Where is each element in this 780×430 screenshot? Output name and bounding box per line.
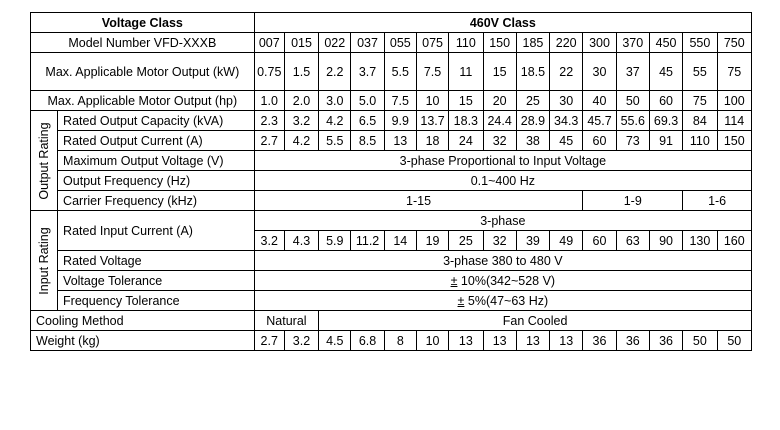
carrier-frequency-row [31,191,752,211]
motor-kw-cell: 11 [449,53,483,91]
weight-cell: 50 [717,331,751,351]
model-number-cell: 110 [449,33,483,53]
carrier-frequency-cell: 1-15 [254,191,583,211]
motor-kw-cell: 75 [717,53,751,91]
plus-minus-symbol: ± [457,293,465,308]
model-number-cell: 022 [319,33,351,53]
output-current-cell: 110 [683,131,717,151]
motor-kw-cell: 1.5 [284,53,318,91]
motor-hp-cell: 30 [550,91,583,111]
model-number-cell: 007 [254,33,284,53]
input-current-label: Rated Input Current (A) [58,211,255,251]
weight-cell: 10 [416,331,448,351]
motor-kw-cell: 2.2 [319,53,351,91]
model-number-cell: 055 [384,33,416,53]
motor-hp-cell: 3.0 [319,91,351,111]
weight-cell: 13 [449,331,483,351]
model-number-cell: 037 [351,33,384,53]
model-number-cell: 220 [550,33,583,53]
model-number-cell: 185 [516,33,549,53]
output-current-cell: 5.5 [319,131,351,151]
motor-kw-cell: 22 [550,53,583,91]
voltage-tolerance-row [31,271,752,291]
model-number-cell: 075 [416,33,448,53]
motor-kw-cell: 37 [616,53,649,91]
weight-cell: 13 [516,331,549,351]
motor-kw-label: Max. Applicable Motor Output (kW) [31,53,255,91]
output-current-cell: 73 [616,131,649,151]
motor-kw-cell: 30 [583,53,616,91]
rated-voltage-value: 3-phase 380 to 480 V [254,251,751,271]
output-current-cell: 24 [449,131,483,151]
weight-cell: 36 [649,331,682,351]
motor-hp-label: Max. Applicable Motor Output (hp) [31,91,255,111]
frequency-tolerance-value: 5%(47~63 Hz) [467,293,549,308]
output-current-cell: 4.2 [284,131,318,151]
output-capacity-cell: 84 [683,111,717,131]
output-capacity-cell: 2.3 [254,111,284,131]
motor-kw-cell: 7.5 [416,53,448,91]
input-current-phase: 3-phase [254,211,751,231]
cooling-method-cell: Natural [254,311,318,331]
weight-cell: 3.2 [284,331,318,351]
output-current-cell: 18 [416,131,448,151]
voltage-class-row [31,13,752,33]
max-output-voltage-row [31,151,752,171]
input-rating-group [31,211,58,311]
input-current-cell: 32 [483,231,516,251]
output-capacity-cell: 4.2 [319,111,351,131]
carrier-frequency-cell: 1-9 [583,191,683,211]
frequency-tolerance-row [31,291,752,311]
output-capacity-cell: 55.6 [616,111,649,131]
specification-table [30,12,752,351]
motor-hp-cell: 60 [649,91,682,111]
output-current-cell: 2.7 [254,131,284,151]
carrier-frequency-label: Carrier Frequency (kHz) [58,191,255,211]
motor-hp-cell: 5.0 [351,91,384,111]
weight-label: Weight (kg) [31,331,255,351]
output-current-cell: 32 [483,131,516,151]
motor-hp-cell: 75 [683,91,717,111]
output-current-cell: 13 [384,131,416,151]
motor-kw-cell: 18.5 [516,53,549,91]
output-capacity-label: Rated Output Capacity (kVA) [58,111,255,131]
output-frequency-row [31,171,752,191]
input-current-cell: 49 [550,231,583,251]
motor-kw-cell: 5.5 [384,53,416,91]
weight-cell: 8 [384,331,416,351]
output-capacity-cell: 13.7 [416,111,448,131]
output-capacity-cell: 45.7 [583,111,616,131]
weight-cell: 36 [616,331,649,351]
motor-kw-cell: 0.75 [254,53,284,91]
output-current-cell: 38 [516,131,549,151]
input-current-cell: 19 [416,231,448,251]
input-current-phase-row [31,211,752,231]
weight-cell: 6.8 [351,331,384,351]
voltage-class-value: 460V Class [254,13,751,33]
frequency-tolerance-label: Frequency Tolerance [58,291,255,311]
motor-kw-cell: 3.7 [351,53,384,91]
input-current-cell: 11.2 [351,231,384,251]
motor-kw-row [31,53,752,91]
output-rating-group [31,111,58,211]
motor-hp-cell: 40 [583,91,616,111]
voltage-tolerance-value: 10%(342~528 V) [460,273,556,288]
model-number-cell: 450 [649,33,682,53]
output-capacity-cell: 18.3 [449,111,483,131]
input-current-cell: 90 [649,231,682,251]
model-number-row [31,33,752,53]
weight-cell: 36 [583,331,616,351]
voltage-tolerance-cell [254,271,751,291]
output-frequency-value: 0.1~400 Hz [254,171,751,191]
motor-kw-cell: 55 [683,53,717,91]
input-current-cell: 5.9 [319,231,351,251]
max-output-voltage-value: 3-phase Proportional to Input Voltage [254,151,751,171]
input-current-cell: 3.2 [254,231,284,251]
model-number-label: Model Number VFD-XXXB [31,33,255,53]
output-current-row [31,131,752,151]
weight-cell: 50 [683,331,717,351]
weight-row [31,331,752,351]
motor-hp-cell: 100 [717,91,751,111]
motor-hp-cell: 50 [616,91,649,111]
carrier-frequency-cell: 1-6 [683,191,752,211]
motor-hp-cell: 10 [416,91,448,111]
output-current-cell: 8.5 [351,131,384,151]
motor-hp-cell: 20 [483,91,516,111]
weight-cell: 2.7 [254,331,284,351]
output-capacity-cell: 28.9 [516,111,549,131]
cooling-method-cell: Fan Cooled [319,311,752,331]
rated-voltage-row [31,251,752,271]
max-output-voltage-label: Maximum Output Voltage (V) [58,151,255,171]
motor-kw-cell: 45 [649,53,682,91]
motor-hp-cell: 25 [516,91,549,111]
cooling-method-label: Cooling Method [31,311,255,331]
model-number-cell: 150 [483,33,516,53]
model-number-cell: 300 [583,33,616,53]
output-capacity-cell: 3.2 [284,111,318,131]
model-number-cell: 750 [717,33,751,53]
output-frequency-label: Output Frequency (Hz) [58,171,255,191]
output-capacity-cell: 69.3 [649,111,682,131]
output-current-cell: 60 [583,131,616,151]
output-capacity-cell: 114 [717,111,751,131]
input-current-cell: 63 [616,231,649,251]
output-capacity-cell: 34.3 [550,111,583,131]
input-current-cell: 14 [384,231,416,251]
voltage-tolerance-label: Voltage Tolerance [58,271,255,291]
motor-hp-cell: 1.0 [254,91,284,111]
input-current-cell: 160 [717,231,751,251]
voltage-class-label: Voltage Class [31,13,255,33]
model-number-cell: 550 [683,33,717,53]
output-current-cell: 150 [717,131,751,151]
input-rating-label: Input Rating [37,226,52,295]
input-current-cell: 39 [516,231,549,251]
output-rating-label: Output Rating [37,121,52,200]
cooling-method-row [31,311,752,331]
output-capacity-row [31,111,752,131]
weight-cell: 4.5 [319,331,351,351]
motor-kw-cell: 15 [483,53,516,91]
input-current-cell: 4.3 [284,231,318,251]
output-current-cell: 45 [550,131,583,151]
motor-hp-row [31,91,752,111]
input-current-cell: 130 [683,231,717,251]
motor-hp-cell: 7.5 [384,91,416,111]
plus-minus-symbol: ± [450,273,458,288]
weight-cell: 13 [550,331,583,351]
output-capacity-cell: 9.9 [384,111,416,131]
output-current-label: Rated Output Current (A) [58,131,255,151]
output-capacity-cell: 24.4 [483,111,516,131]
model-number-cell: 370 [616,33,649,53]
input-current-cell: 25 [449,231,483,251]
output-capacity-cell: 6.5 [351,111,384,131]
output-current-cell: 91 [649,131,682,151]
rated-voltage-label: Rated Voltage [58,251,255,271]
motor-hp-cell: 15 [449,91,483,111]
input-current-cell: 60 [583,231,616,251]
weight-cell: 13 [483,331,516,351]
frequency-tolerance-cell [254,291,751,311]
motor-hp-cell: 2.0 [284,91,318,111]
model-number-cell: 015 [284,33,318,53]
